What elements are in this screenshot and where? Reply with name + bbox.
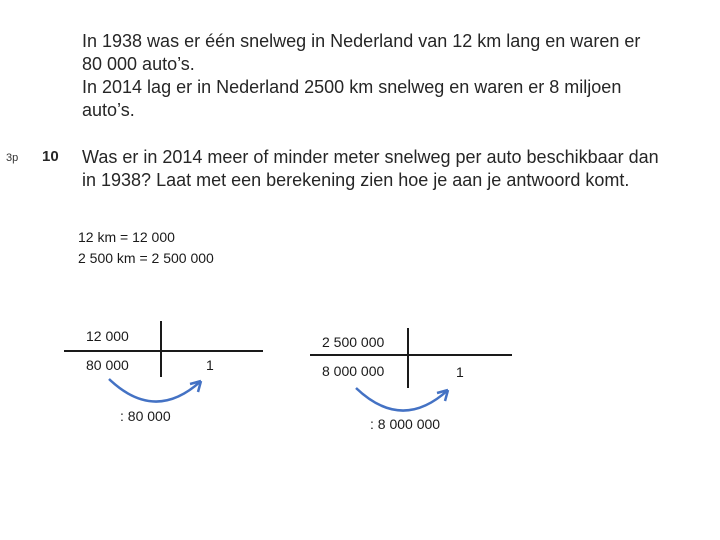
table-2014-top-left: 2 500 000 (322, 334, 385, 350)
table-1938-bottom-left: 80 000 (86, 357, 129, 373)
table-1938-bottom-right: 1 (206, 357, 214, 373)
conversion-line-1: 12 km = 12 000 (78, 229, 175, 245)
question-number: 10 (42, 148, 59, 165)
table-2014-bottom-right: 1 (456, 364, 464, 380)
intro-line-2: 80 000 auto’s. (82, 54, 195, 74)
table-2014-bottom-left: 8 000 000 (322, 363, 385, 379)
question-points: 3p (6, 152, 19, 164)
question-line-2: in 1938? Laat met een berekening zien hoe je aan je antwoord komt. (82, 170, 630, 190)
table-1938-arrow-label: : 80 000 (120, 408, 171, 424)
table-1938-vertical-line (160, 321, 162, 377)
question-line-1: Was er in 2014 meer of minder meter snelweg per auto beschikbaar dan (82, 147, 659, 167)
table-1938-horizontal-line (64, 350, 263, 352)
table-2014-vertical-line (407, 328, 409, 388)
intro-line-1: In 1938 was er één snelweg in Nederland van 12 km lang en waren er (82, 31, 641, 51)
intro-line-4: auto’s. (82, 100, 135, 120)
table-2014-horizontal-line (310, 354, 512, 356)
intro-line-3: In 2014 lag er in Nederland 2500 km snelweg en waren er 8 miljoen (82, 77, 622, 97)
table-2014-arrow-label: : 8 000 000 (370, 416, 441, 432)
conversion-line-2: 2 500 km = 2 500 000 (78, 250, 214, 266)
table-1938-top-left: 12 000 (86, 328, 129, 344)
